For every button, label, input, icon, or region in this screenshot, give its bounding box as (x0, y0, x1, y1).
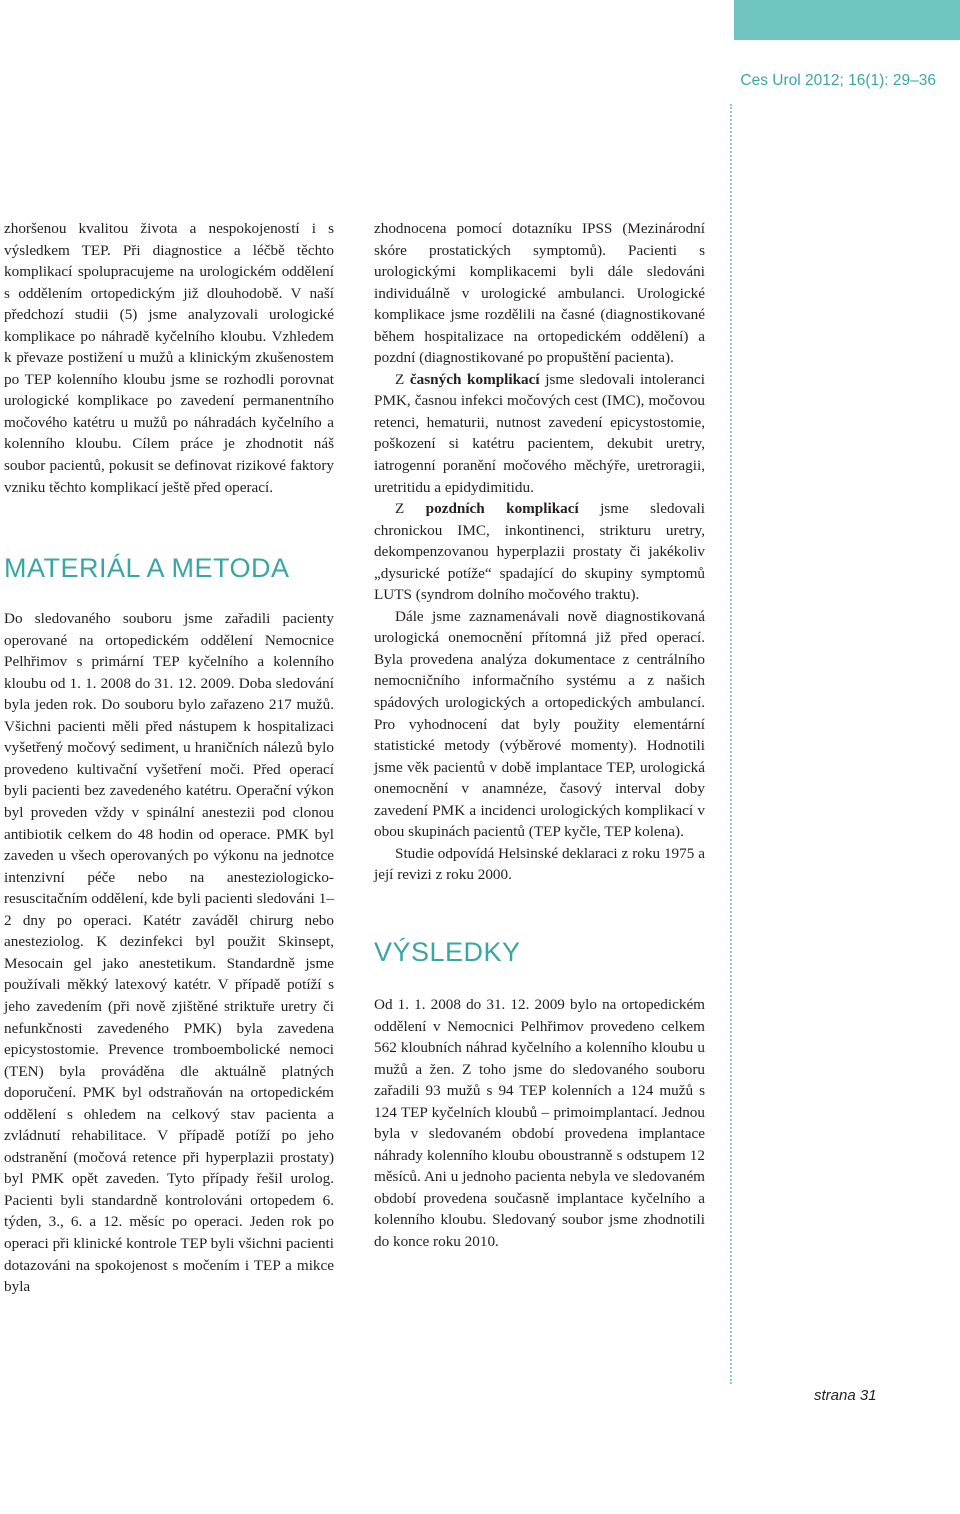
paragraph-declaration: Studie odpovídá Helsinské deklaraci z roku 1975 a její revizi z roku 2000. (374, 844, 705, 884)
page-number: strana 31 (814, 1387, 877, 1404)
text-prefix: Z (395, 500, 426, 518)
term-early-complications: časných komplikací (409, 370, 540, 388)
paragraph-late-complications (374, 498, 705, 606)
margin-divider (730, 104, 732, 1384)
methods-paragraph: Do sledovaného souboru jsme zařadili pacienty operované na ortopedickém oddělení Nemocnice Pelhřimov s primární TEP kyčelního a kolenního kloubu od 1. 1. 2008 do 31. 12. 2009. Doba sledování byla jeden rok. Do souboru bylo zařazeno 217 mužů. Všichni pacienti měli před nástupem k hospitalizaci vyšetřený močový sediment, u hraničních nálezů bylo provedeno kultivační vyšetření moči. Před operací byli pacienti bez zavedeného katétru. Operační výkon byl proveden vždy v spinální anestezii pod clonou antibiotik celkem do 48 hodin od operace. PMK byl zaveden u všech operovaných po výkonu na jednotce intenzivní péče nebo na anesteziologicko-resuscitačním oddělení, kde byli pacienti sledováni 1–2 dny po operaci. Katétr zaváděl chirurg nebo anesteziolog. K dezinfekci byl použit Skinsept, Mesocain gel jako anestetikum. Standardně jsme používali měkký latexový katétr. V případě potíží s jeho zavedením (při nově zjištěné striktuře uretry či nefunkčnosti zavedeného PMK) byla zavedena epicystostomie. Prevence tromboembolické nemoci (TEN) byla prováděna dle aktuálně platných doporučení. PMK byl odstraňován na ortopedickém oddělení s ohledem na celkový stav pacienta a zvládnutí rehabilitace. V případě potíží po jeho odstranění (močová retence při hyperplazii prostaty) byl PMK opět zaveden. Tyto případy řešil urolog. Pacienti byli standardně kontrolováni ortopedem 6. týden, 3., 6. a 12. měsíc po operaci. Jeden rok po operaci při klinické kontrole TEP byli všichni pacienti dotazováni na spokojenost s močením i TEP a mikce byla (4, 610, 334, 1296)
section-heading-results: VÝSLEDKY (374, 936, 521, 967)
paragraph-analysis: Dále jsme zaznamenávali nově diagnostikovaná urologická onemocnění přítomná již před operací. Byla provedena analýza dokumentace z centrálního nemocničního informačního systému a z našich spádových urologických a ortopedických ambulancí. Pro vyhodnocení dat byly použity elementární statistické metody (výběrové momenty). Hodnotili jsme věk pacientů v době implantace TEP, urologická onemocnění v anamnéze, časový interval doby zavedení PMK a incidenci urologických komplikací v obou skupinách pacientů (TEP kyčle, TEP kolena). (374, 607, 705, 841)
text-body: jsme sledovali intoleranci PMK, časnou infekci močových cest (IMC), močovou retenci, hematurii, nutnost zavedení epicystostomie, poškození si katétru pacientem, dekubit uretry, iatrogenní poranění močového měchýře, uretroragii, uretritidu a epidydimitidu. (374, 370, 705, 496)
paragraph-questionnaire: zhodnocena pomocí dotazníku IPSS (Mezinárodní skóre prostatických symptomů). Pacienti s urologickými komplikacemi byli dále sledováni individuálně v urologické ambulanci. Urologické komplikace jsme rozdělili na časné (diagnostikované během hospitalizace na ortopedickém oddělení) a pozdní (diagnostikované po propuštění pacienta). (374, 220, 705, 367)
text-body: jsme sledovali chronickou IMC, inkontinenci, strikturu uretry, dekompenzovanou hyperplazii prostaty či jakékoliv „dysurické potíže“ spadající do skupiny symptomů LUTS (syndrom dolního močového traktu). (374, 500, 705, 604)
text-prefix: Z (395, 370, 410, 388)
section-heading-methods: MATERIÁL A METODA (4, 553, 290, 584)
results-paragraph: Od 1. 1. 2008 do 31. 12. 2009 bylo na ortopedickém oddělení v Nemocnici Pelhřimov provedeno celkem 562 kloubních náhrad kyčelního a kolenního kloubu u mužů a žen. Z toho jsme do sledovaného souboru zařadili 93 mužů s 94 TEP kolenních a 124 mužů s 124 TEP kyčelních kloubů – primoimplantací. Jednou byla v sledovaném období provedena implantace náhrady kolenního kloubu oboustranně s odstupem 12 měsíců. Ani u jednoho pacienta nebyla ve sledovaném období provedena současně implantace kyčelního a kolenního kloubu. Sledovaný soubor jsme zhodnotili do konce roku 2010. (374, 995, 705, 1250)
header-color-bar (734, 0, 960, 40)
right-column (374, 218, 705, 1253)
paragraph-early-complications (374, 369, 705, 498)
intro-paragraph: zhoršenou kvalitou života a nespokojeností i s výsledkem TEP. Při diagnostice a léčbě těchto komplikací spolupracujeme na urologickém oddělení s oddělením ortopedickým již dlouhodobě. V naší předchozí studii (5) jsme analyzovali urologické komplikace po náhradě kyčelního kloubu. Vzhledem k převaze postižení u mužů a klinickým zkušenostem po TEP kolenního kloubu jsme se rozhodli porovnat urologické komplikace po zavedení permanentního močového katétru u mužů po náhradách kyčelního a kolenního kloubu. Cílem práce je zhodnotit náš soubor pacientů, pokusit se definovat rizikové faktory vzniku těchto komplikací ještě před operací. (4, 220, 334, 496)
term-late-complications: pozdních komplikací (425, 500, 579, 518)
journal-reference: Ces Urol 2012; 16(1): 29–36 (740, 72, 936, 89)
left-column (4, 218, 334, 1298)
